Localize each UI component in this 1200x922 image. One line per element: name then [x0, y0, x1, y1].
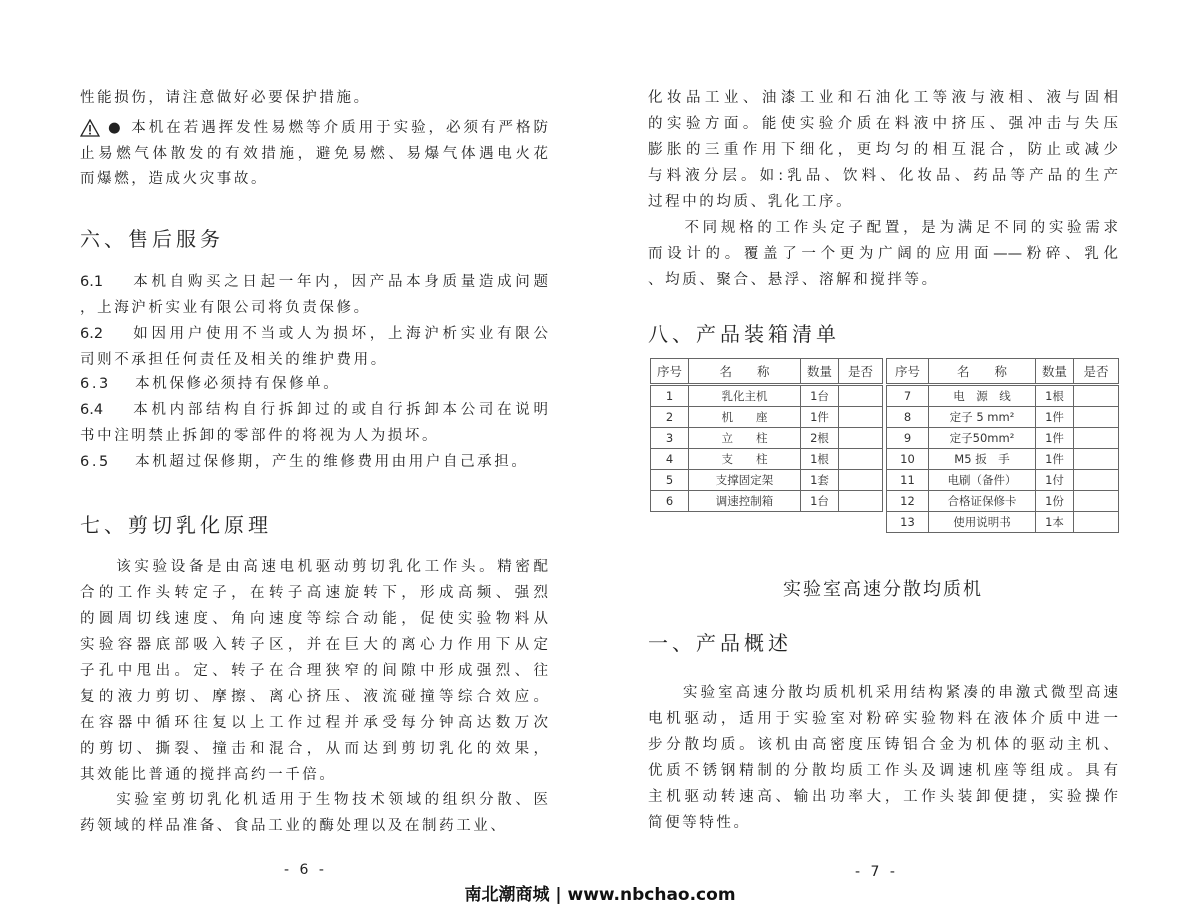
table-cell: 立 柱: [689, 428, 801, 449]
table-cell: [1074, 512, 1119, 533]
packing-list-table: [886, 358, 1119, 533]
table-cell: [839, 449, 883, 470]
table-cell: 电刷（备件）: [929, 470, 1036, 491]
table-cell: 1付: [1036, 470, 1074, 491]
column-header: 数量: [1036, 359, 1074, 385]
body-text: 的实验方面。能使实验介质在料液中挤压、强冲击与失压: [648, 116, 1118, 132]
table-row: [887, 512, 1119, 533]
table-cell: 定子50mm²: [929, 428, 1036, 449]
body-text: 6.4 本机内部结构自行拆卸过的或自行拆卸本公司在说明: [80, 402, 548, 418]
table-row: [887, 428, 1119, 449]
table-cell: [1074, 449, 1119, 470]
body-text: 子孔中甩出。定、转子在合理狭窄的间隙中形成强烈、往: [80, 663, 548, 679]
table-cell: [839, 491, 883, 512]
body-text: 药领域的样品准备、食品工业的酶处理以及在制药工业、: [80, 818, 508, 834]
table-cell: 12: [887, 491, 929, 512]
table-cell: 定子 5 mm²: [929, 407, 1036, 428]
table-row: [651, 428, 883, 449]
body-text: 6.3 本机保修必须持有保修单。: [80, 376, 341, 392]
body-text: 复的液力剪切、摩擦、离心挤压、液流碰撞等综合效应。: [80, 689, 548, 705]
table-cell: 3: [651, 428, 689, 449]
table-cell: [1074, 491, 1119, 512]
warning-text: 而爆燃，造成火灾事故。: [80, 171, 269, 187]
column-header: 序号: [887, 359, 929, 385]
table-cell: [1074, 385, 1119, 407]
footer-watermark: 南北潮商城 | www.nbchao.com: [464, 885, 736, 905]
body-text: 的圆周切线速度、角向速度等综合动能，促使实验物料从: [80, 611, 548, 627]
table-cell: [1074, 428, 1119, 449]
table-cell: M5 扳 手: [929, 449, 1036, 470]
table-cell: 使用说明书: [929, 512, 1036, 533]
table-cell: [1074, 407, 1119, 428]
table-cell: 9: [887, 428, 929, 449]
table-row: [651, 470, 883, 491]
table-cell: [839, 470, 883, 491]
body-text: 、均质、聚合、悬浮、溶解和搅拌等。: [648, 272, 939, 288]
table-cell: 1件: [1036, 449, 1074, 470]
table-row: [887, 449, 1119, 470]
table-cell: 乳化主机: [689, 385, 801, 407]
table-cell: 合格证保修卡: [929, 491, 1036, 512]
body-text: 该实验设备是由高速电机驱动剪切乳化工作头。精密配: [80, 559, 548, 575]
table-cell: 1: [651, 385, 689, 407]
table-cell: [839, 428, 883, 449]
packing-list-table: [650, 358, 883, 512]
table-cell: 2: [651, 407, 689, 428]
table-cell: 1根: [801, 449, 839, 470]
body-text: 步分散均质。该机由高密度压铸铝合金为机体的驱动主机、: [648, 737, 1118, 753]
table-row: [887, 385, 1119, 407]
column-header: 名 称: [689, 359, 801, 385]
column-header: 数量: [801, 359, 839, 385]
body-text: 电机驱动，适用于实验室对粉碎实验物料在液体介质中进一: [648, 711, 1118, 727]
body-text: 6.2 如因用户使用不当或人为损坏，上海沪析实业有限公: [80, 326, 548, 342]
body-text: 优质不锈钢精制的分散均质工作头及调速机座等组成。具有: [648, 763, 1118, 779]
document-title: 实验室高速分散均质机: [783, 579, 983, 600]
table-cell: 调速控制箱: [689, 491, 801, 512]
table-cell: 2根: [801, 428, 839, 449]
table-cell: 8: [887, 407, 929, 428]
body-text: 司则不承担任何责任及相关的维护费用。: [80, 352, 388, 368]
table-cell: 10: [887, 449, 929, 470]
table-cell: 1件: [1036, 407, 1074, 428]
table-cell: 5: [651, 470, 689, 491]
table-cell: 1根: [1036, 385, 1074, 407]
page-number: - 6 -: [284, 862, 327, 878]
section-heading: 一、产品概述: [648, 631, 792, 655]
table-cell: 1套: [801, 470, 839, 491]
body-text: 实验室高速分散均质机机采用结构紧凑的串激式微型高速: [648, 685, 1118, 701]
warning-text: 止易燃气体散发的有效措施，避免易燃、易爆气体遇电火花: [80, 145, 548, 162]
body-text: 化妆品工业、油漆工业和石油化工等液与液相、液与固相: [648, 90, 1118, 106]
table-cell: 支撑固定架: [689, 470, 801, 491]
table-row: [651, 407, 883, 428]
table-row: [651, 491, 883, 512]
column-header: 名 称: [929, 359, 1036, 385]
table-cell: 1份: [1036, 491, 1074, 512]
section-heading: 七、剪切乳化原理: [80, 513, 272, 537]
section-heading: 六、售后服务: [80, 227, 224, 251]
table-cell: 4: [651, 449, 689, 470]
column-header: 是否: [839, 359, 883, 385]
table-cell: 1台: [801, 491, 839, 512]
table-cell: 13: [887, 512, 929, 533]
table-row: [651, 385, 883, 407]
warning-triangle-icon: [80, 119, 100, 137]
column-header: 是否: [1074, 359, 1119, 385]
body-text: 性能损伤，请注意做好必要保护措施。: [80, 90, 371, 106]
table-cell: 1本: [1036, 512, 1074, 533]
table-cell: [839, 385, 883, 407]
table-cell: 1台: [801, 385, 839, 407]
body-text: 6.1 本机自购买之日起一年内，因产品本身质量造成问题: [80, 274, 548, 290]
table-cell: 1件: [801, 407, 839, 428]
table-header-row: [887, 359, 1119, 385]
body-text: 不同规格的工作头定子配置，是为满足不同的实验需求: [648, 220, 1118, 236]
body-text: ，上海沪析实业有限公司将负责保修。: [80, 300, 371, 316]
body-text: 与料液分层。如:乳品、饮料、化妆品、药品等产品的生产: [648, 168, 1118, 184]
body-text: 而设计的。覆盖了一个更为广阔的应用面——粉碎、乳化: [648, 246, 1118, 262]
body-text: 过程中的均质、乳化工序。: [648, 194, 854, 210]
table-row: [887, 407, 1119, 428]
table-row: [651, 449, 883, 470]
table-cell: 6: [651, 491, 689, 512]
column-header: 序号: [651, 359, 689, 385]
body-text: 主机驱动转速高、输出功率大，工作头装卸便捷，实验操作: [648, 789, 1118, 805]
body-text: 在容器中循环往复以上工作过程并承受每分钟高达数万次: [80, 715, 548, 731]
table-header-row: [651, 359, 883, 385]
table-cell: 1件: [1036, 428, 1074, 449]
body-text: 简便等特性。: [648, 815, 751, 831]
body-text: 合的工作头转定子，在转子高速旋转下，形成高频、强烈: [80, 585, 548, 601]
body-text: 书中注明禁止拆卸的零部件的将视为人为损坏。: [80, 428, 440, 444]
body-text: 实验室剪切乳化机适用于生物技术领域的组织分散、医: [80, 792, 548, 808]
table-row: [887, 491, 1119, 512]
body-text: 的剪切、撕裂、撞击和混合，从而达到剪切乳化的效果，: [80, 741, 548, 757]
table-row: [887, 470, 1119, 491]
table-cell: 电 源 线: [929, 385, 1036, 407]
table-cell: 支 柱: [689, 449, 801, 470]
table-cell: 11: [887, 470, 929, 491]
table-cell: [839, 407, 883, 428]
body-text: 其效能比普通的搅拌高约一千倍。: [80, 767, 337, 783]
body-text: 6.5 本机超过保修期，产生的维修费用由用户自己承担。: [80, 454, 529, 470]
table-cell: [1074, 470, 1119, 491]
section-heading: 八、产品装箱清单: [648, 322, 840, 346]
page-number: - 7 -: [855, 864, 898, 880]
warning-text: ● 本机在若遇挥发性易燃等介质用于实验，必须有严格防: [108, 120, 548, 136]
table-cell: 7: [887, 385, 929, 407]
body-text: 实验容器底部吸入转子区，并在巨大的离心力作用下从定: [80, 637, 548, 653]
body-text: 膨胀的三重作用下细化，更均匀的相互混合，防止或减少: [648, 142, 1118, 158]
table-cell: 机 座: [689, 407, 801, 428]
